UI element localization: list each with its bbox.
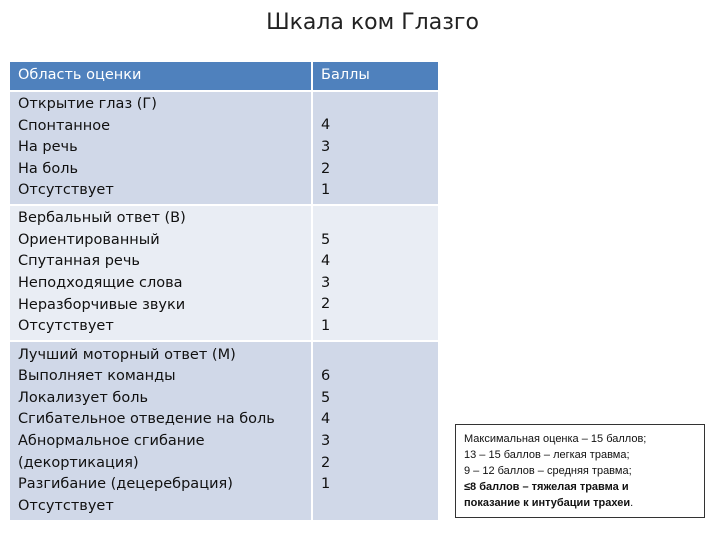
list-item: Абнормальное сгибание [18,433,205,449]
severity-note-box [455,424,705,518]
table-header-row [10,62,438,91]
score-value: 4 [321,253,331,270]
table-row-eye-opening [10,91,438,205]
list-item: Неподходящие слова [18,275,183,291]
list-item: На боль [18,160,79,177]
list-item: Спутанная речь [18,253,140,270]
score-value: 1 [321,317,331,334]
note-line-bold: показание к интубации трахеи [464,497,631,509]
score-value: 4 [321,411,331,428]
list-item: Ориентированный [18,231,160,248]
header-area: Область оценки [10,62,312,91]
score-value: 2 [321,454,331,471]
score-value: 6 [321,368,331,385]
note-period: . [630,497,634,509]
section-heading: Лучший моторный ответ (М) [18,346,236,363]
list-item: Отсутствует [18,497,114,514]
section-heading: Вербальный ответ (В) [18,210,186,227]
glasgow-coma-scale-table [10,62,438,522]
note-line: Максимальная оценка – 15 баллов; [464,433,647,445]
score-value: 2 [321,160,331,177]
page-title: Шкала ком Глазго [266,10,479,35]
list-item: На речь [18,139,78,156]
list-item: Спонтанное [18,117,111,134]
eye-opening-cell [10,91,312,205]
section-heading: Открытие глаз (Г) [18,96,157,113]
motor-response-scores [312,341,438,521]
list-item: Локализует боль [18,389,149,406]
score-value: 3 [321,433,331,449]
note-line-last [464,495,696,511]
verbal-response-scores [312,205,438,341]
score-value: 3 [321,274,331,291]
note-line: 9 – 12 баллов – средняя травма; [464,465,632,477]
table-row-verbal-response [10,205,438,341]
score-value: 1 [321,476,331,493]
eye-opening-scores [312,91,438,205]
score-value: 3 [321,138,331,155]
score-value: 1 [321,182,331,199]
list-item: Выполняет команды [18,368,176,385]
list-item: Отсутствует [18,318,114,335]
list-item: (декортикация) [18,454,139,471]
score-value: 2 [321,296,331,313]
table-row-motor-response [10,341,438,521]
list-item: Сгибательное отведение на боль [18,411,275,428]
list-item: Разгибание (децеребрация) [18,476,233,493]
motor-response-cell [10,341,312,521]
list-item: Отсутствует [18,182,114,199]
verbal-response-cell [10,205,312,341]
note-line: 13 – 15 баллов – легкая травма; [464,449,630,461]
score-value: 5 [321,231,331,248]
note-line-bold: ≤8 баллов – тяжелая травма и [464,481,629,493]
score-value: 4 [321,117,331,134]
list-item: Неразборчивые звуки [18,296,186,313]
header-score: Баллы [312,62,438,91]
score-value: 5 [321,389,331,406]
